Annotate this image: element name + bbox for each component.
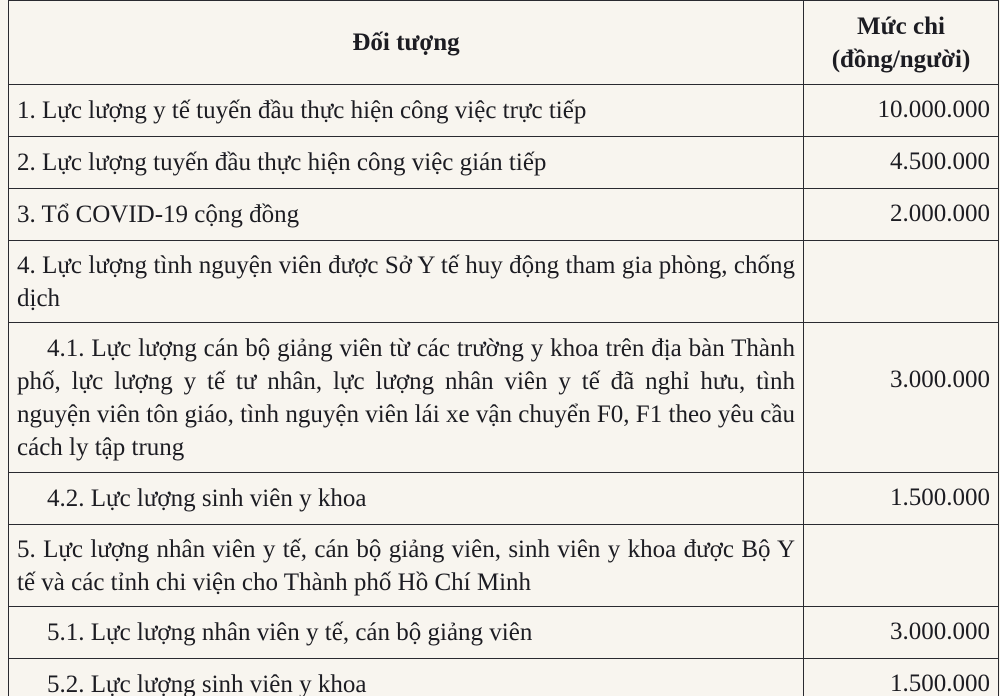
row-object: 4.1. Lực lượng cán bộ giảng viên từ các trường y khoa trên địa bàn Thành phố, lực lượng y tế tư nhân, lực lượng nhân viên y tế đã nghỉ hưu, tình nguyện viên tôn giáo, tình nguyện viên lái xe vận chuyển F0, F1 theo yêu cầu cách ly tập trung [9, 323, 804, 473]
table-row [9, 473, 999, 525]
row-object: 1. Lực lượng y tế tuyến đầu thực hiện công việc trực tiếp [9, 85, 804, 137]
row-amount: 1.500.000 [804, 659, 999, 696]
row-amount: 1.500.000 [804, 473, 999, 525]
row-amount [804, 241, 999, 323]
row-amount: 4.500.000 [804, 137, 999, 189]
row-object: 2. Lực lượng tuyến đầu thực hiện công việc gián tiếp [9, 137, 804, 189]
row-amount: 10.000.000 [804, 85, 999, 137]
table-row [9, 85, 999, 137]
table-row [9, 189, 999, 241]
row-amount [804, 525, 999, 607]
header-amount-line2: (đồng/người) [831, 45, 971, 73]
table-row [9, 241, 999, 323]
row-object: 4.2. Lực lượng sinh viên y khoa [9, 473, 804, 525]
table-row [9, 659, 999, 696]
row-object: 4. Lực lượng tình nguyện viên được Sở Y tế huy động tham gia phòng, chống dịch [9, 241, 804, 323]
row-object: 5.1. Lực lượng nhân viên y tế, cán bộ giảng viên [9, 607, 804, 659]
header-amount [804, 1, 999, 85]
row-amount: 2.000.000 [804, 189, 999, 241]
table-header-row [9, 1, 999, 85]
row-amount: 3.000.000 [804, 607, 999, 659]
header-amount-line1: Mức chi [857, 12, 945, 40]
row-amount: 3.000.000 [804, 323, 999, 473]
table-row [9, 137, 999, 189]
table-row [9, 323, 999, 473]
row-object: 3. Tổ COVID-19 cộng đồng [9, 189, 804, 241]
row-object: 5.2. Lực lượng sinh viên y khoa [9, 659, 804, 696]
table-row [9, 607, 999, 659]
allowance-table [8, 0, 999, 696]
row-object: 5. Lực lượng nhân viên y tế, cán bộ giảng viên, sinh viên y khoa được Bộ Y tế và các tỉnh chi viện cho Thành phố Hồ Chí Minh [9, 525, 804, 607]
header-object: Đối tượng [9, 1, 804, 85]
table-row [9, 525, 999, 607]
